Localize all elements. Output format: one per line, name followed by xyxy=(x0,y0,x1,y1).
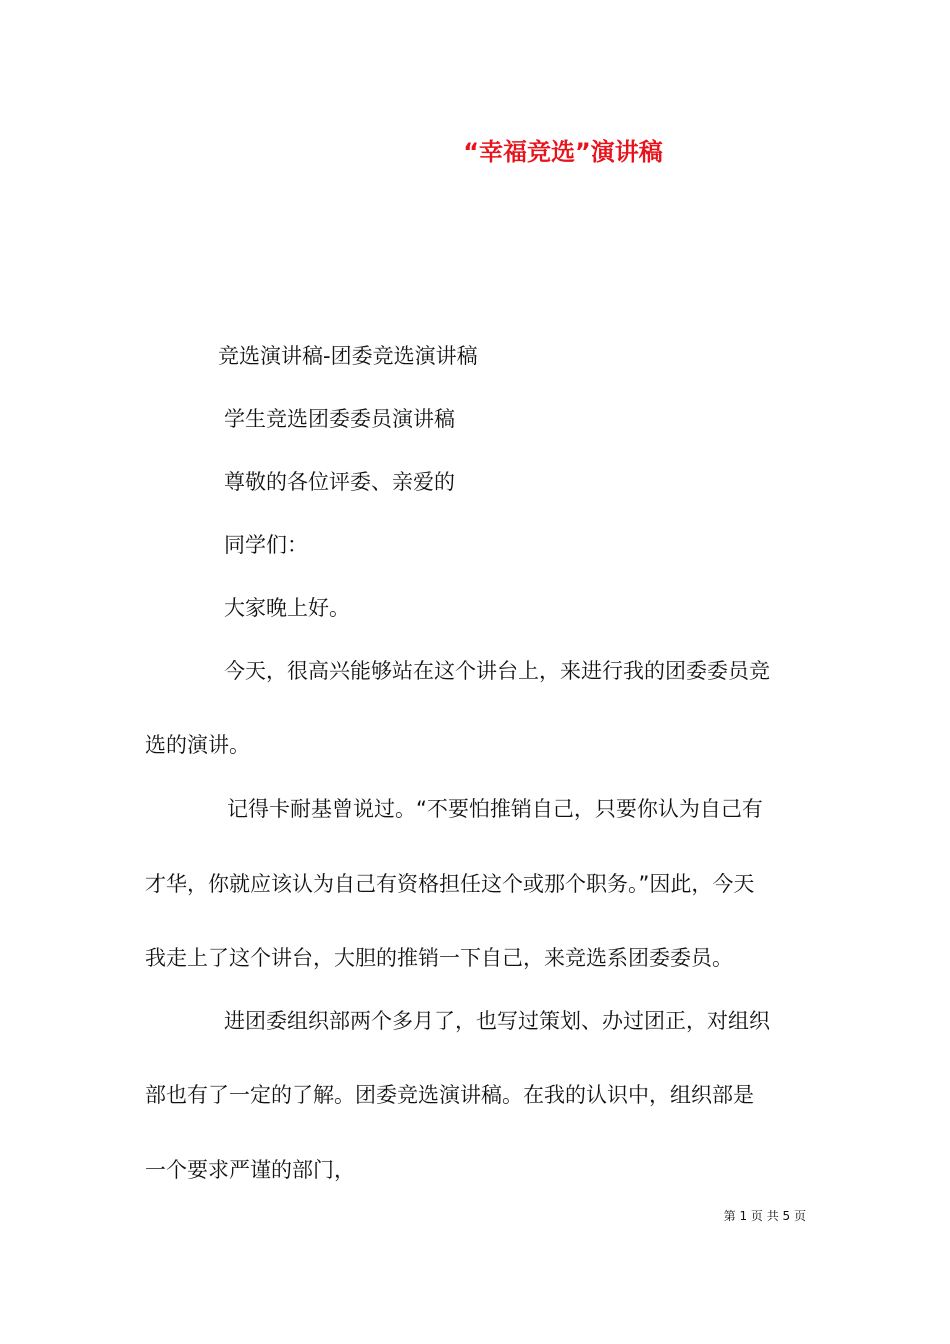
page-number-footer: 第 1 页 共 5 页 xyxy=(723,1209,806,1223)
body-line: 我走上了这个讲台，大胆的推销一下自己，来竞选系团委委员。 xyxy=(145,946,733,970)
body-line: 进团委组织部两个多月了，也写过策划、办过团正，对组织 xyxy=(224,1009,770,1033)
body-line: 学生竞选团委委员演讲稿 xyxy=(224,407,455,431)
body-line: 竞选演讲稿-团委竞选演讲稿 xyxy=(218,344,478,368)
body-line: 记得卡耐基曾说过。“不要怕推销自己，只要你认为自己有 xyxy=(227,797,763,821)
body-line: 同学们： xyxy=(224,533,308,557)
body-line: 部也有了一定的了解。团委竞选演讲稿。在我的认识中，组织部是 xyxy=(145,1083,754,1107)
body-line: 选的演讲。 xyxy=(145,733,250,757)
body-line: 大家晚上好。 xyxy=(224,596,350,620)
body-line: 今天，很高兴能够站在这个讲台上，来进行我的团委委员竞 xyxy=(224,659,770,683)
document-title: “幸福竞选”演讲稿 xyxy=(463,138,663,166)
body-line: 一个要求严谨的部门， xyxy=(145,1158,355,1182)
body-line: 才华，你就应该认为自己有资格担任这个或那个职务。”因此，今天 xyxy=(145,872,755,896)
body-line: 尊敬的各位评委、亲爱的 xyxy=(224,470,455,494)
